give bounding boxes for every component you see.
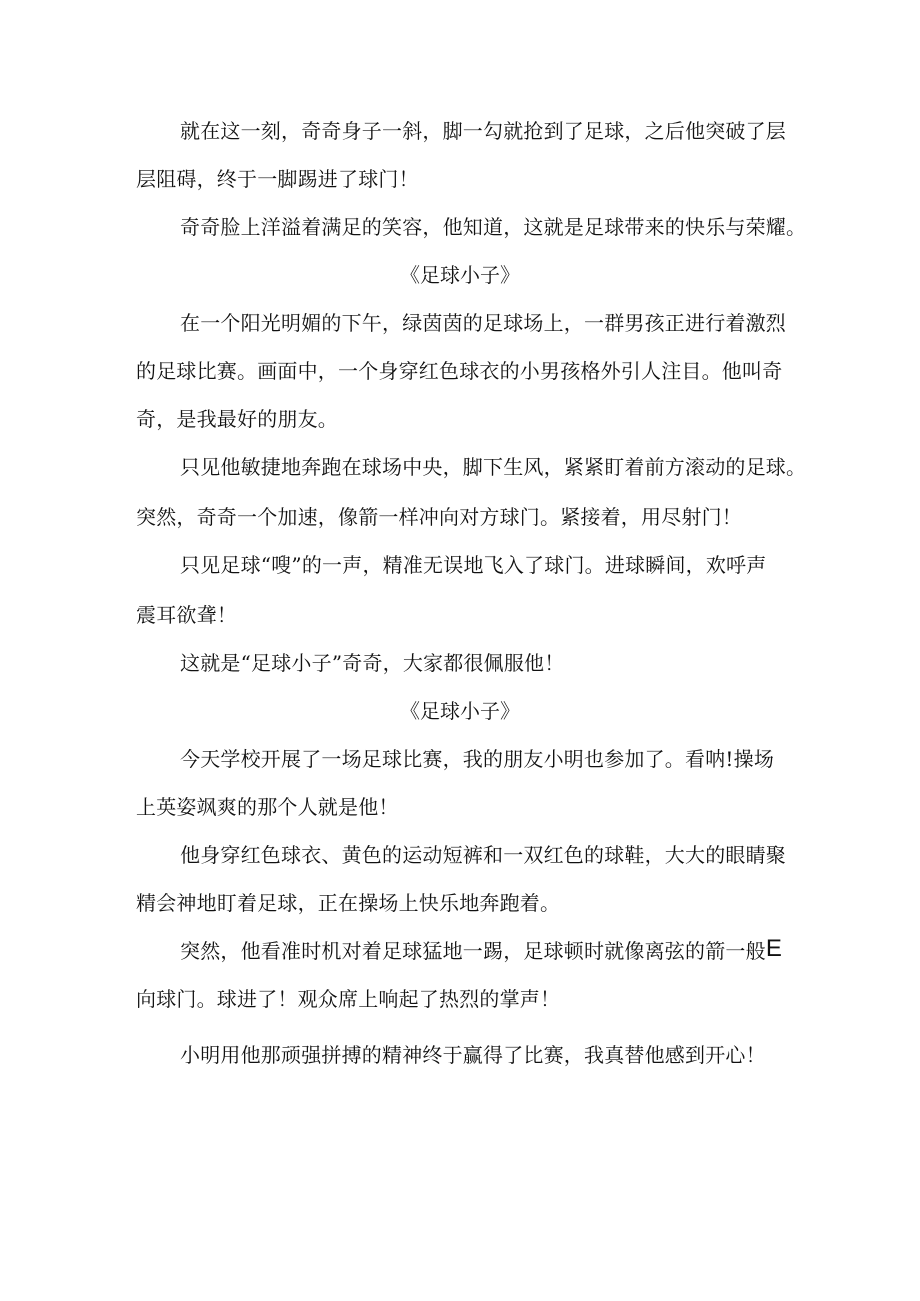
section-title-2: 《足球小子》: [400, 699, 520, 723]
paragraph-6-line-1: 这就是“足球小子”奇奇，大家都很佩服他！: [180, 651, 565, 675]
paragraph-7-line-1: 今天学校开展了一场足球比赛，我的朋友小明也参加了。看呐!操场: [180, 747, 775, 771]
paragraph-3-line-3: 奇，是我最好的朋友。: [136, 407, 338, 431]
section-title-1: 《足球小子》: [400, 263, 520, 287]
paragraph-3-line-1: 在一个阳光明媚的下午，绿茵茵的足球场上，一群男孩正进行着激烈: [180, 311, 786, 335]
paragraph-5-line-1: 只见足球“嗖”的一声，精准无误地飞入了球门。进球瞬间，欢呼声: [180, 553, 767, 577]
paragraph-3-line-2: 的足球比赛。画面中，一个身穿红色球衣的小男孩格外引人注目。他叫奇: [136, 359, 783, 383]
paragraph-7-line-2: 上英姿飒爽的那个人就是他！: [136, 795, 399, 819]
paragraph-5-line-2: 震耳欲聋！: [136, 603, 237, 627]
paragraph-1-line-2: 层阻碍，终于一脚踢进了球门！: [136, 167, 419, 191]
paragraph-2-line-1: 奇奇脸上洋溢着满足的笑容，他知道，这就是足球带来的快乐与荣耀。: [180, 215, 807, 239]
paragraph-9-line-2: 向球门。球进了！观众席上响起了热烈的掌声！: [136, 987, 561, 1011]
paragraph-4-line-1: 只见他敏捷地奔跑在球场中央，脚下生风，紧紧盯着前方滚动的足球。: [180, 455, 807, 479]
paragraph-1-line-1: 就在这一刻，奇奇身子一斜，脚一勾就抢到了足球，之后他突破了层: [180, 119, 786, 143]
paragraph-10-line-1: 小明用他那顽强拼搏的精神终于赢得了比赛，我真替他感到开心！: [180, 1043, 766, 1067]
paragraph-8-line-2: 精会神地盯着足球，正在操场上快乐地奔跑着。: [136, 891, 561, 915]
paragraph-8-line-1: 他身穿红色球衣、黄色的运动短裤和一双红色的球鞋，大大的眼睛聚: [180, 843, 786, 867]
paragraph-4-line-2: 突然，奇奇一个加速，像箭一样冲向对方球门。紧接着，用尽射门！: [136, 505, 742, 529]
paragraph-9-odd-glyph: E: [765, 935, 783, 962]
paragraph-9-line-1: [180, 935, 840, 964]
paragraph-9-line-1-text: 突然，他看准时机对着足球猛地一踢，足球顿时就像离弦的箭一般: [180, 939, 766, 963]
